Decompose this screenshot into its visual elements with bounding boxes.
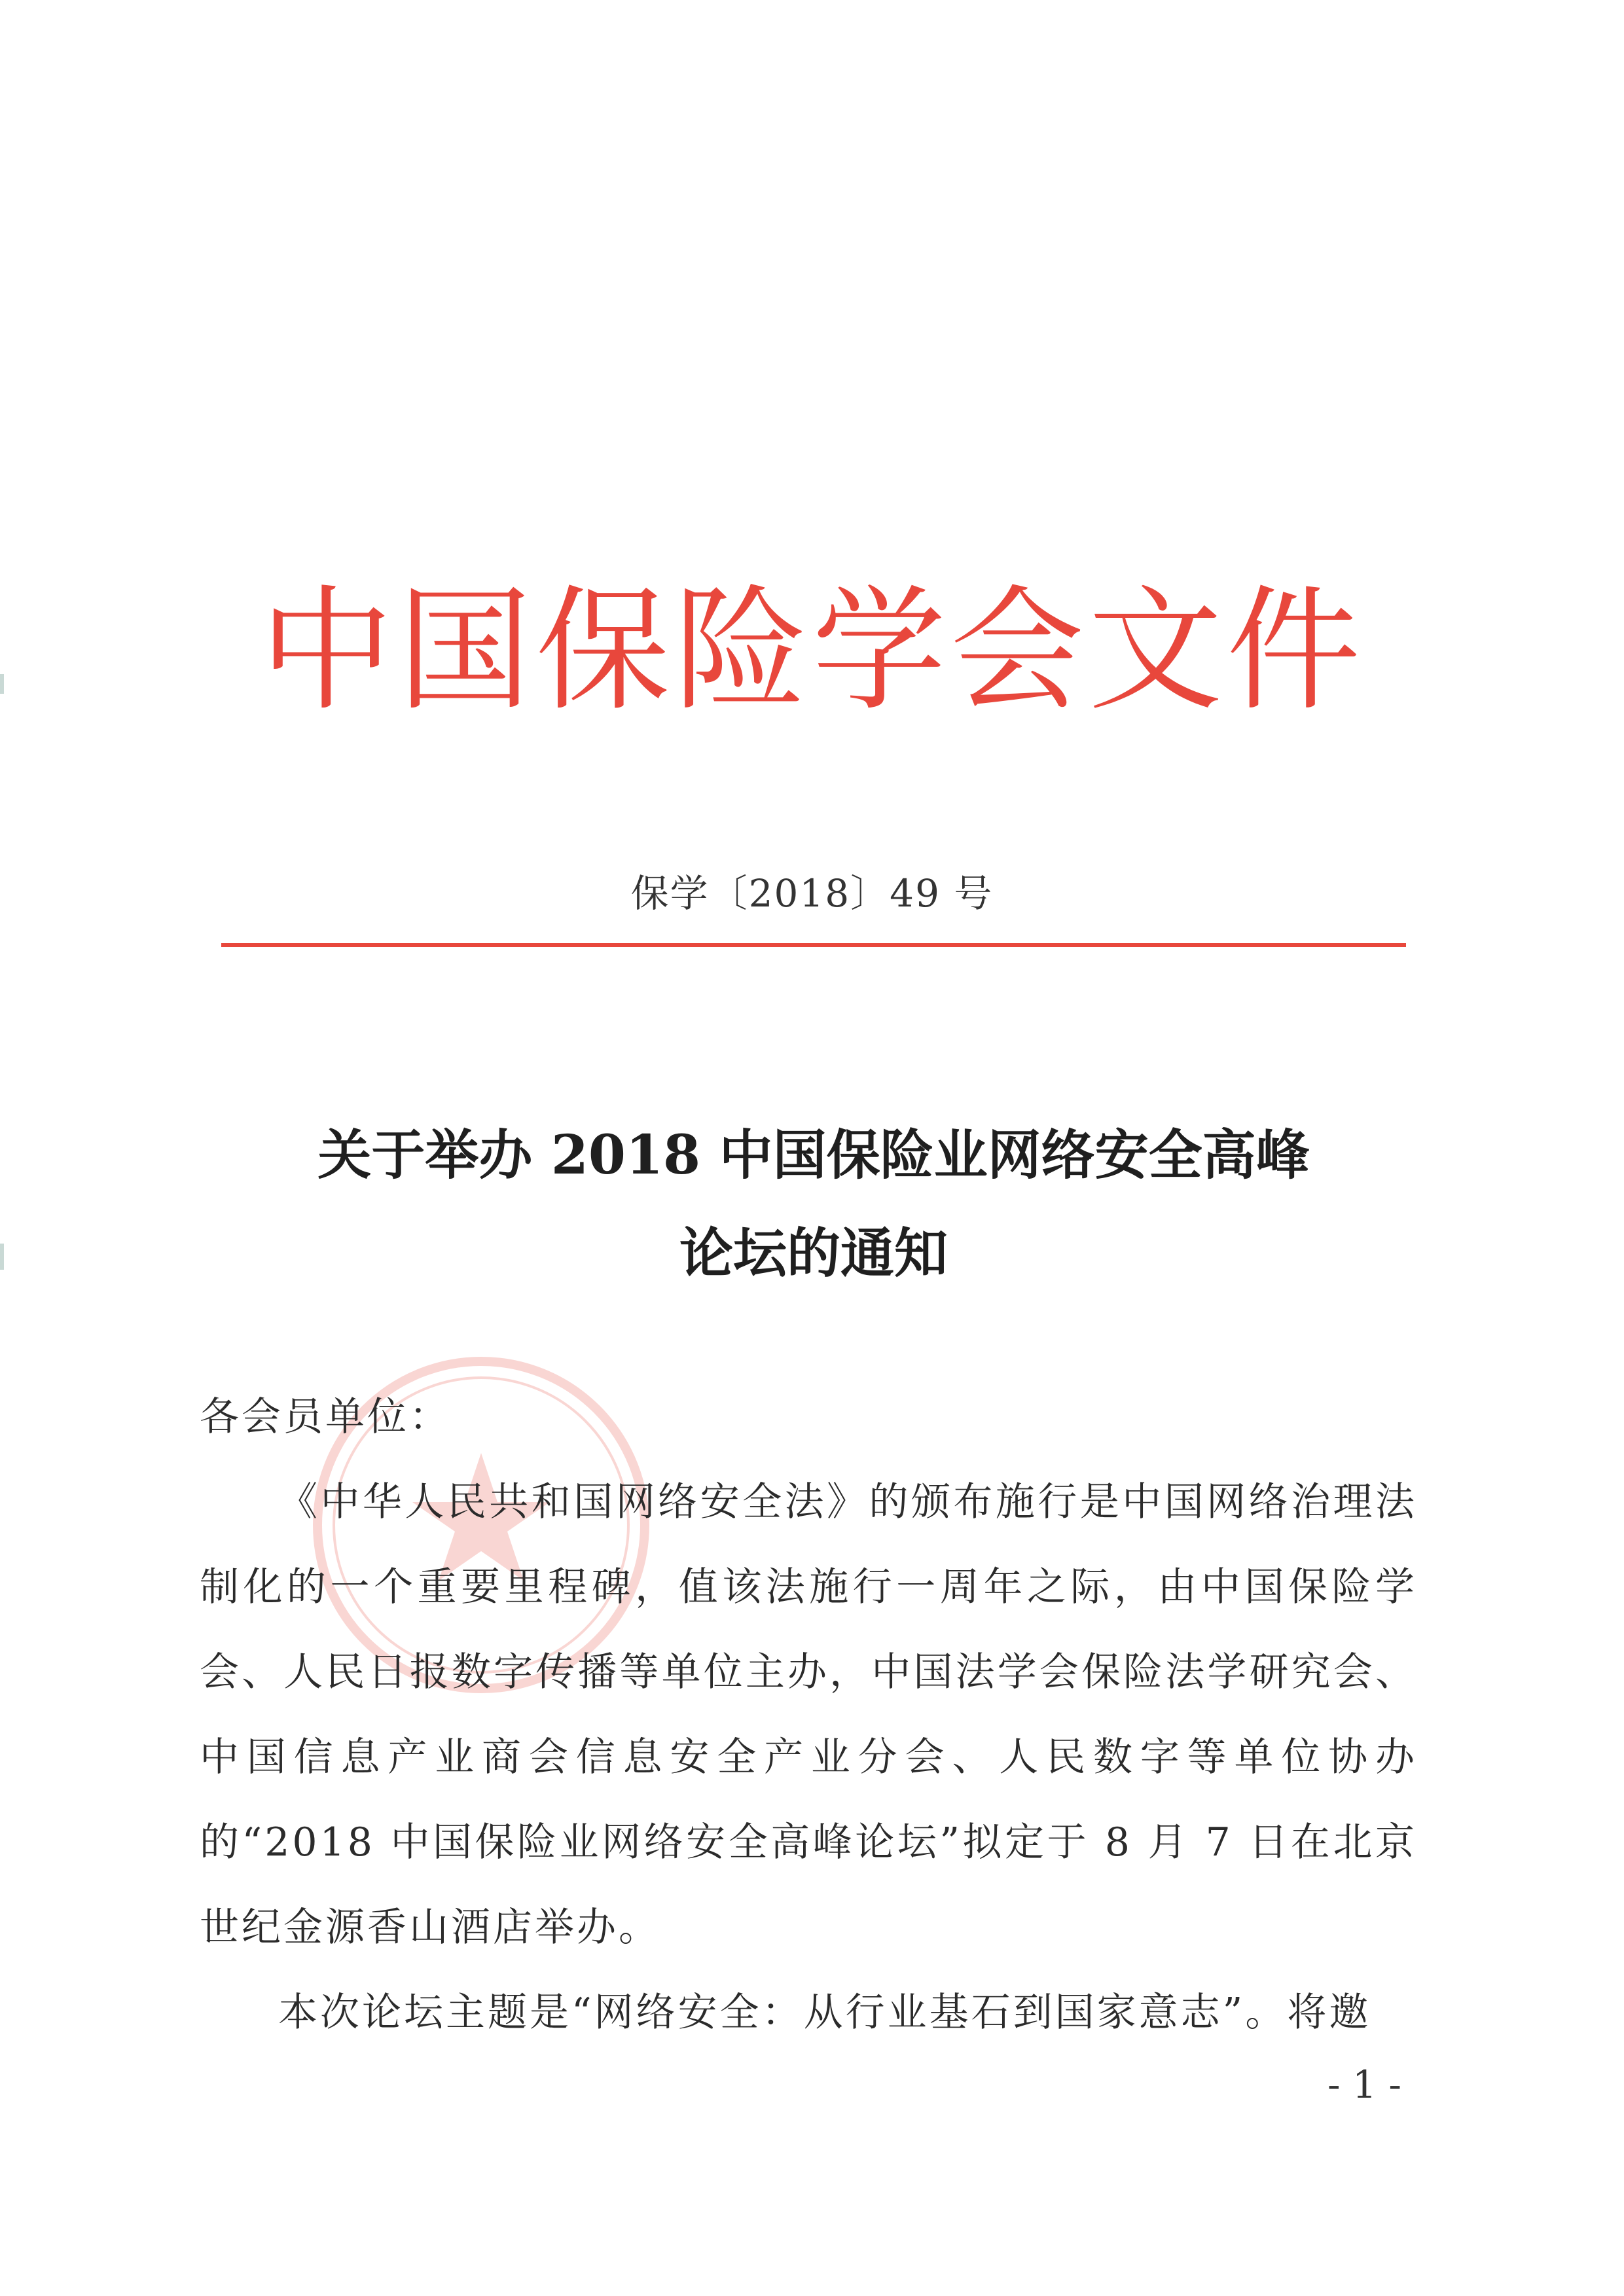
red-divider-rule xyxy=(221,943,1406,947)
salutation: 各会员单位： xyxy=(200,1394,451,1440)
paragraph-1: 《中华人民共和国网络安全法》的颁布施行是中国网络治理法制化的一个重要里程碑，值该法施行一周年之际，由中国保险学会、人民日报数字传播等单位主办，中国法学会保险法学研究会、中国信息产业商会信息安全产业分会、人民数字等单位协办的“2018 中国保险业网络安全高峰论坛”拟定于 8 月 7 日在北京世纪金源香山酒店举办。 xyxy=(200,1479,1417,1950)
page-number: - 1 - xyxy=(1327,2062,1401,2107)
document-body xyxy=(200,1374,1417,2055)
document-number: 保学〔2018〕49 号 xyxy=(630,871,994,916)
document-title xyxy=(221,1106,1406,1302)
paragraph-2: 本次论坛主题是“网络安全：从行业基石到国家意志”。将邀 xyxy=(278,1990,1371,2036)
scan-edge-mark xyxy=(0,1244,4,1270)
title-line-2: 论坛的通知 xyxy=(679,1222,948,1285)
title-line-1: 关于举办 2018 中国保险业网络安全高峰 xyxy=(317,1124,1310,1187)
organization-masthead: 中国保险学会文件 xyxy=(259,573,1365,729)
